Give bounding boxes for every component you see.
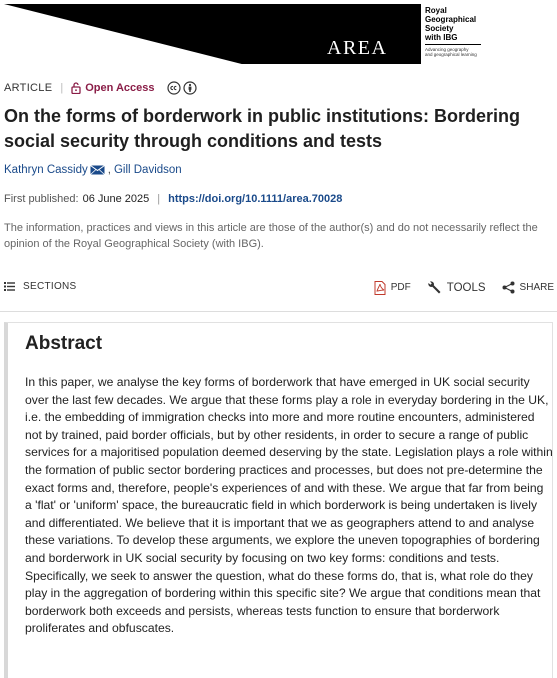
article-title: On the forms of borderwork in public institutions: Bordering social security through conditions and tests [4,106,520,151]
share-label: SHARE [519,282,554,293]
abstract-section [4,322,553,678]
disclaimer-text: The information, practices and views in this article are those of the author(s) and do not necessarily reflect the opinion of the Royal Geographical Society (with IBG). [4,222,538,250]
author-list [4,164,182,176]
license-badge[interactable] [167,81,197,95]
society-logo [421,4,485,64]
society-divider [425,44,481,45]
pdf-icon [374,281,386,295]
author-separator: , [107,164,111,176]
lock-open-icon [71,82,81,94]
abstract-heading: Abstract [25,333,103,354]
tools-label: TOOLS [446,281,486,294]
meta-divider: | [60,82,64,94]
toolbar-divider [0,311,557,312]
journal-banner[interactable] [4,4,480,64]
doi-link[interactable]: https://doi.org/10.1111/area.70028 [168,193,343,205]
publication-info [4,193,342,205]
article-toolbar [4,281,554,297]
article-meta [4,81,197,95]
pdf-button[interactable] [374,281,411,295]
wrench-icon [427,280,442,295]
share-button[interactable] [502,281,554,294]
author-link[interactable]: Gill Davidson [113,164,182,176]
article-type: ARTICLE [4,82,53,94]
pub-divider: | [157,193,161,205]
pdf-label: PDF [390,282,411,293]
published-label: First published: [4,193,79,205]
tools-button[interactable] [427,280,486,295]
society-tagline: Advancing geography and geographical learning [425,47,477,57]
sections-button[interactable] [4,281,77,292]
attribution-icon [183,81,197,95]
envelope-icon[interactable] [90,165,105,175]
published-date: 06 June 2025 [82,193,150,205]
creative-commons-icon [167,81,181,95]
author-link[interactable]: Kathryn Cassidy [4,164,88,176]
abstract-text: In this paper, we analyse the key forms of borderwork that have emerged in UK social security over the last few decades. We argue that these forms play a role in everyday bordering in the UK, i.e. the embedding of immigration checks into more and more routine encounters, administered not by trained, paid border officials, but by other residents, in order to secure a range of public services for a majoritised population deemed deserving by the state. Legislation plays a role within the formation of public sector bordering practices and processes, but does not pre-determine the exact forms and, therefore, people's experiences of and with these. We argue that far from being a 'flat' or 'uniform' space, the bureaucratic field in which borderwork is being undertaken is lively and differentiated. We believe that it is important that we as geographers attend to and analyse these variations. To develop these arguments, we explore the uneven topographies of bordering and borderwork in UK social security by focusing on two key forms: conditions and tests. Specifically, we seek to answer the question, what do these forms do, that is, what role do they play in the aggregation of bordering within this specific site? We argue that conditions mean that borderwork both exceeds and persists, whereas tests function to ensure that borderwork proliferates and obfuscates. [25,375,553,636]
toolbar-actions [358,280,554,295]
share-icon [502,281,515,294]
journal-name: AREA [327,37,388,59]
society-name: Royal Geographical Society with IBG [425,6,477,42]
open-access-label: Open Access [85,82,155,94]
sections-label: SECTIONS [23,281,77,292]
open-access-badge[interactable] [71,82,154,94]
list-icon [4,282,15,291]
